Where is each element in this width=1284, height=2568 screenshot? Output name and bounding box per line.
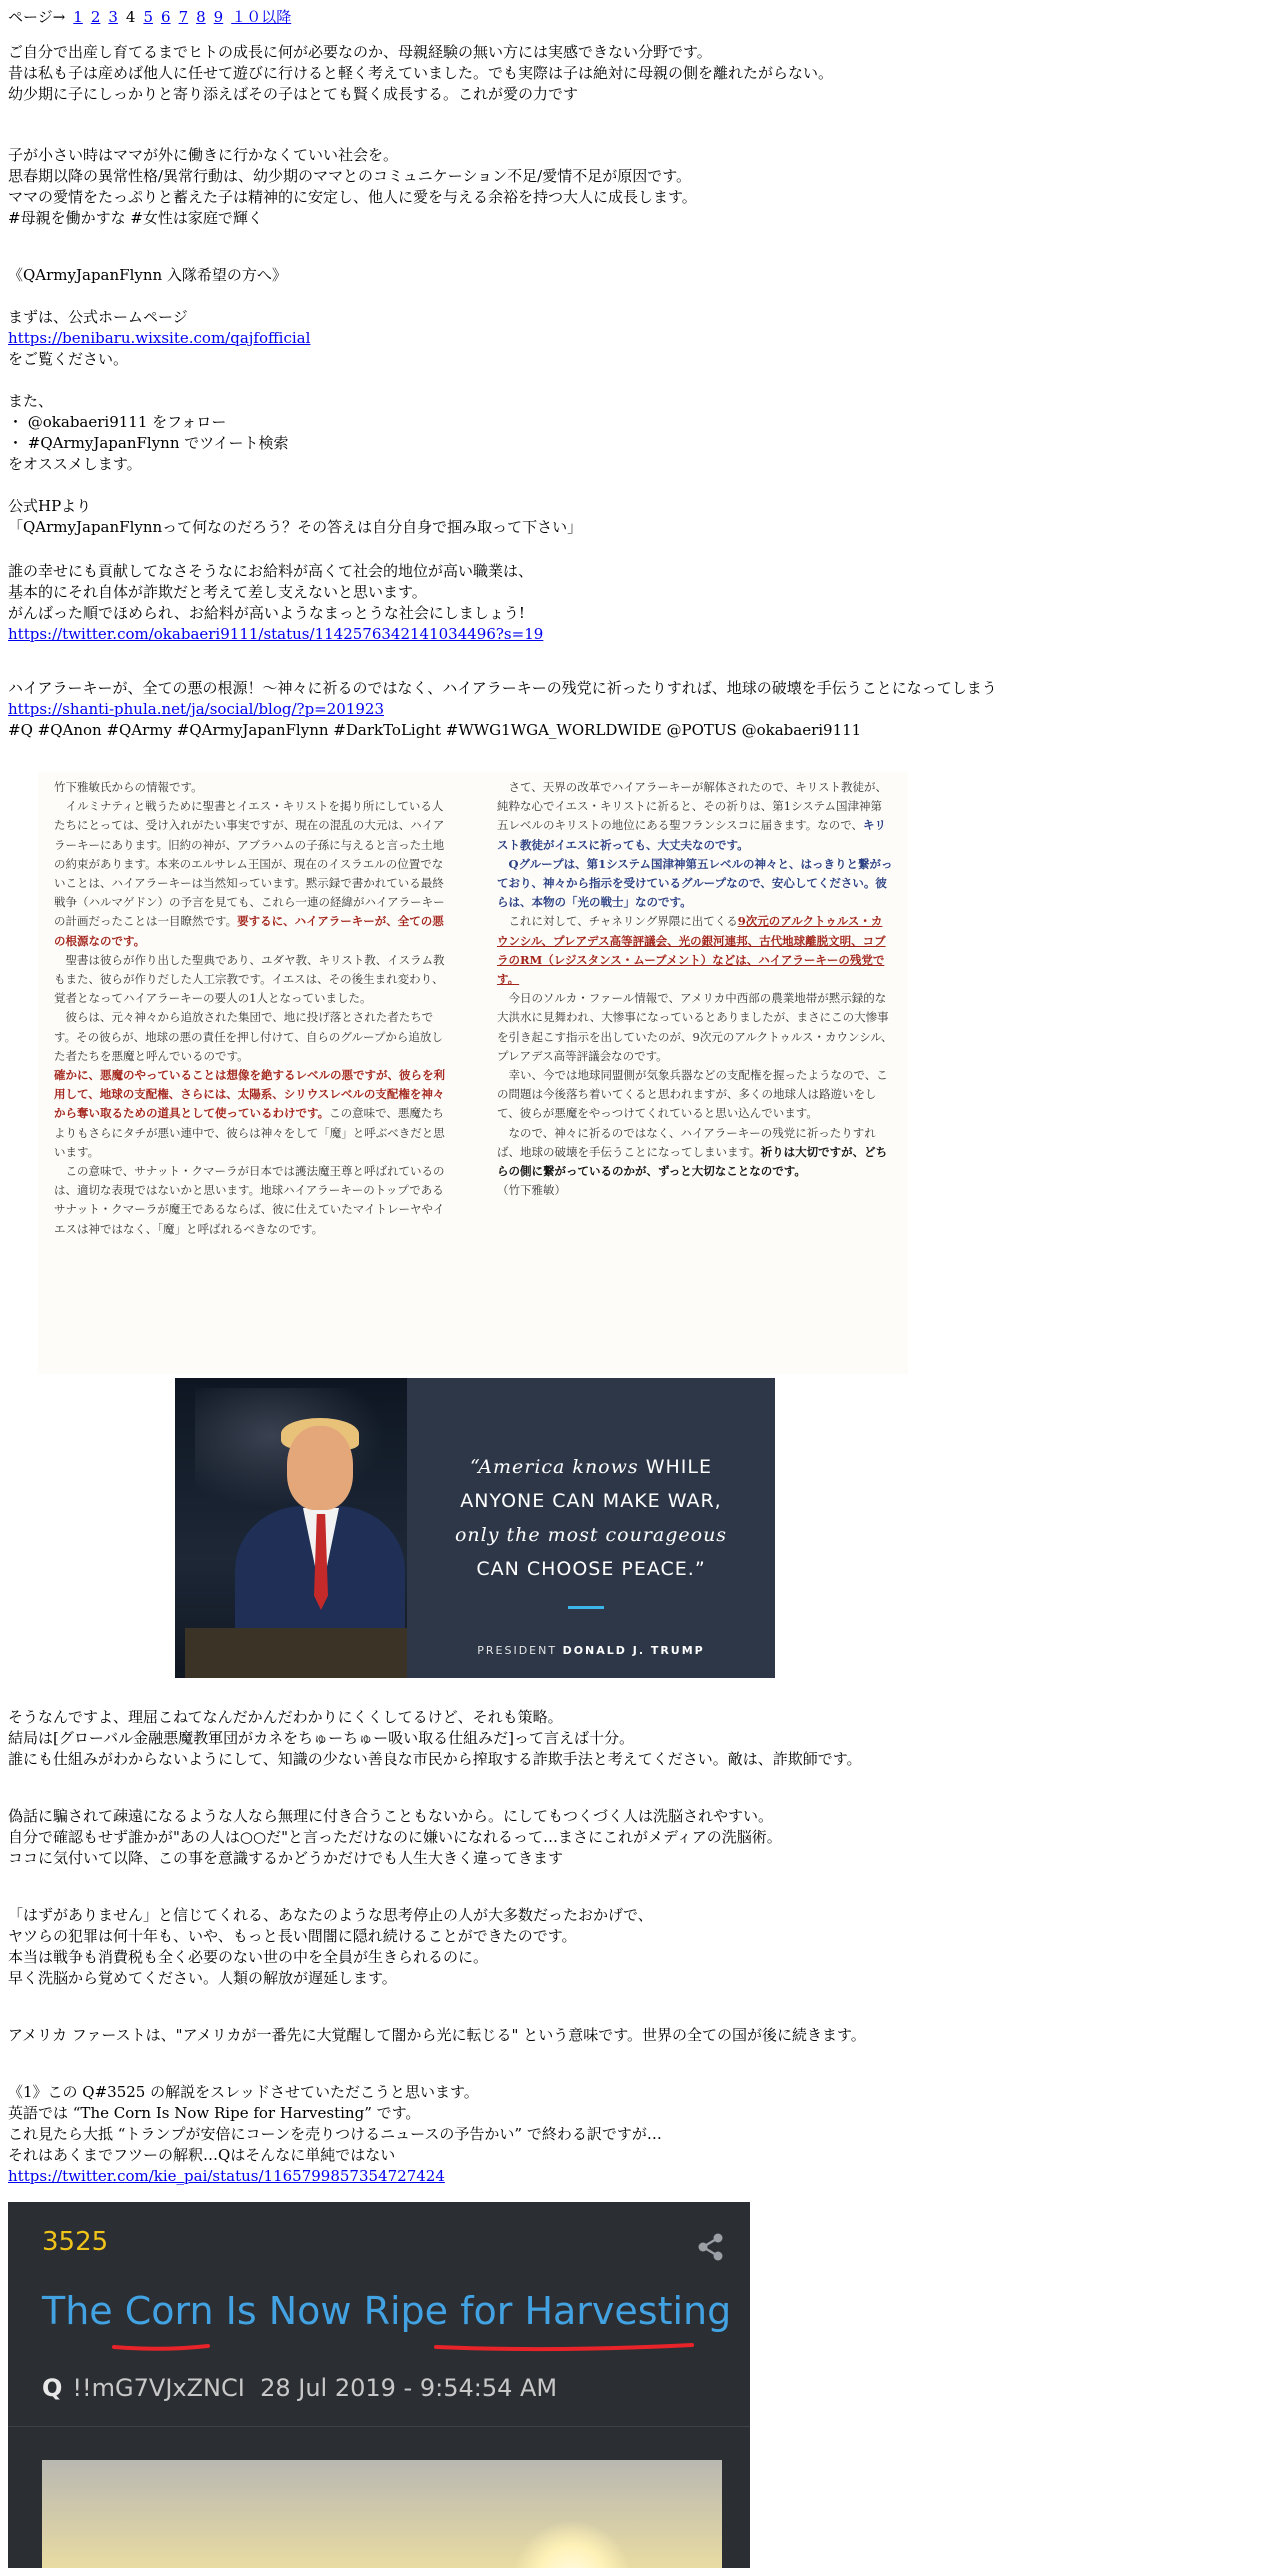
text-line: 《1》この Q#3525 の解説をスレッドさせていただこうと思います。	[8, 2083, 479, 2101]
quote-line: “America knows	[470, 1456, 639, 1478]
speaker-photo	[175, 1378, 407, 1678]
text-line: 昔は私も子は産めば他人に任せて遊びに行けると軽く考えていました。でも実際は子は絶対に母親の側を離れたがらない。	[8, 64, 834, 82]
text-line: をご覧ください。	[8, 350, 129, 368]
pagination-label: ページ→	[8, 8, 66, 26]
pagination	[8, 7, 299, 28]
divider	[8, 2426, 750, 2427]
text-line: ママの愛情をたっぷりと蓄えた子は精神的に安定し、他人に愛を与える余裕を持つ大人に成長します。	[8, 188, 697, 206]
page-link-3[interactable]: 3	[108, 8, 118, 26]
scan-text: （竹下雅敏）	[497, 1183, 566, 1198]
quote-signature	[407, 1640, 775, 1661]
scan-text: これに対して、チャネリング界隈に出てくる	[508, 914, 738, 929]
text-line: また、	[8, 392, 54, 410]
paragraph-motherhood	[8, 42, 1268, 105]
page-link-7[interactable]: 7	[178, 8, 189, 26]
text-line: ココに気付いて以降、この事を意識するかどうかだけでも人生大きく違ってきます	[8, 1849, 564, 1867]
scan-left-column	[54, 778, 450, 1239]
text-line: それはあくまでフツーの解釈…Qはそんなに単純ではない	[8, 2146, 396, 2164]
scan-right-column	[497, 778, 893, 1200]
scan-text: Qグループは、第1システム国津神第五レベルの神々と、はっきりと繋がっており、神々から指示を受けているグループなので、安心してください。彼らは、本物の「光の戦士」なのです。	[497, 856, 893, 910]
paragraph-awaken	[8, 1905, 1268, 1989]
page-current: 4	[125, 8, 136, 26]
text-line: ・ @okabaeri9111 をフォロー	[8, 413, 227, 431]
red-underline-mark	[112, 2342, 210, 2352]
paragraph-salary	[8, 561, 1268, 645]
red-underline-mark	[434, 2340, 694, 2354]
scan-paragraph	[497, 989, 893, 1066]
text-line: 誰の幸せにも貢献してなさそうなにお給料が高くて社会的地位が高い職業は、	[8, 562, 534, 580]
page-link-1[interactable]: 1	[73, 8, 83, 26]
quote-divider	[568, 1606, 604, 1609]
hashtag-line: #母親を働かすな #女性は家庭で輝く	[8, 209, 263, 227]
hashtag-line: #Q #QAnon #QArmy #QArmyJapanFlynn #DarkToLight #WWG1WGA_WORLDWIDE @POTUS @okabaeri9111	[8, 721, 862, 739]
scan-text: イルミナティと戦うために聖書とイエス・キリストを掲り所にしている人たちにとっては、受け入れがたい事実ですが、現在の混乱の大元は、ハイアラーキーにあります。旧約の神が、アブラハムの子孫に与えると言った土地の約束があります。本来のエルサレム王国が、現在のイスラエルの位置でないことは、ハイアラーキーは当然知っています。黙示録で書かれている最終戦争（ハルマゲドン）の予言を見ても、これら一連の経緯がハイアラーキーの計画だったことは一目瞭然です。	[54, 799, 445, 929]
scan-paragraph	[497, 1066, 893, 1124]
text-line: 基本的にそれ自体が詐欺だと考えて差し支えないと思います。	[8, 583, 427, 601]
q-post-trip: !!mG7VJxZNCI	[72, 2374, 245, 2402]
text-line: ご自分で出産し育てるまでヒトの成長に何が必要なのか、母親経験の無い方には実感できない分野です。	[8, 43, 712, 61]
q-post-author: Q	[42, 2374, 63, 2402]
page-link-5[interactable]: 5	[143, 8, 154, 26]
scan-paragraph	[497, 912, 893, 989]
scan-text: この意味で、悪魔たちよりもさらにタチが悪い連中で、彼らは神々をして「魔」と呼ぶべきだと思います。	[54, 1106, 445, 1159]
text-line: ヤツらの犯罪は何十年も、いや、もっと長い間闇に隠れ続けることができたのです。	[8, 1927, 577, 1945]
text-line: 「QArmyJapanFlynnって何なのだろう？その答えは自分自身で掴み取って下さい」	[8, 518, 583, 536]
quote-text	[407, 1450, 775, 1586]
scan-paragraph	[54, 951, 450, 1009]
trump-quote-banner	[175, 1378, 775, 1678]
text-line: ハイアラーキーが、全ての悪の根源！～神々に祈るのではなく、ハイアラーキーの残党に祈ったりすれば、地球の破壊を手伝うことになってしまう	[8, 679, 997, 697]
scan-paragraph	[497, 1181, 893, 1200]
page-link-9[interactable]: 9	[213, 8, 224, 26]
text-line: 偽話に騙されて疎遠になるような人なら無理に付き合うこともないから。にしてもつくづく人は洗脳されやすい。	[8, 1807, 774, 1825]
scan-paragraph	[497, 855, 893, 913]
text-line: 結局は[グローバル金融悪魔教軍団がカネをちゅーちゅー吸い取る仕組みだ]って言えば十分。	[8, 1729, 634, 1747]
scan-text: この意味で、サナット・クマーラが日本では護法魔王尊と呼ばれているのは、適切な表現ではないかと思います。地球ハイアラーキーのトップであるサナット・クマーラが魔王であるならば、彼に仕えていたマイトレーヤやイエスは神ではなく、「魔」と呼ばれるべきなのです。	[54, 1164, 445, 1236]
scan-paragraph	[54, 1066, 450, 1162]
scan-paragraph	[54, 797, 450, 951]
page-link-8[interactable]: 8	[196, 8, 206, 26]
sunset-image	[42, 2460, 722, 2568]
scan-paragraph	[54, 1162, 450, 1239]
text-line: をオススメします。	[8, 455, 142, 473]
q-post-meta	[42, 2374, 558, 2402]
blog-link[interactable]: https://shanti-phula.net/ja/social/blog/?p=201923	[8, 700, 385, 718]
text-line: 英語では “The Corn Is Now Ripe for Harvesting” です。	[8, 2104, 421, 2122]
scan-paragraph	[54, 1008, 450, 1066]
text-line: ・ #QArmyJapanFlynn でツイート検索	[8, 434, 289, 452]
text-line: 自分で確認もせず誰かが"あの人は○○だ"と言っただけなのに嫌いになれるって…まさにこれがメディアの洗脳術。	[8, 1828, 782, 1846]
scan-paragraph	[497, 778, 893, 855]
text-line: 誰にも仕組みがわからないようにして、知識の少ない善良な市民から搾取する詐欺手法と考えてください。敵は、詐欺師です。	[8, 1750, 862, 1768]
paragraph-recruit	[8, 265, 1268, 538]
scan-text: 今日のソルカ・ファール情報で、アメリカ中西部の農業地帯が黙示録的な大洪水に見舞われ、大惨事になっているとありましたが、まさにこの大惨事を引き起こす指示を出していたのが、9次元のアルクトゥルス・カウンシル、プレアデス高等評議会なのです。	[497, 991, 893, 1063]
text-line: 公式HPより	[8, 497, 92, 515]
signature-name: DONALD J. TRUMP	[562, 1644, 705, 1657]
text-line: 幼少期に子にしっかりと寄り添えばその子はとても賢く成長する。これが愛の力です	[8, 85, 579, 103]
paragraph-brainwash	[8, 1806, 1268, 1869]
q-post-card	[8, 2202, 750, 2568]
paragraph-america-first	[8, 2025, 1268, 2046]
scan-text: キリスト教徒がイエスに祈っても、大丈夫なのです。	[497, 818, 886, 852]
text-line: これ見たら大抵 “トランプが安倍にコーンを売りつけるニュースの予告かい” で終わる訳ですが…	[8, 2125, 662, 2143]
q-post-number: 3525	[42, 2227, 109, 2257]
text-line: 早く洗脳から覚めてください。人類の解放が遅延します。	[8, 1969, 397, 1987]
quote-line: CAN CHOOSE PEACE.”	[476, 1558, 706, 1580]
scan-text: なので、神々に祈るのではなく、ハイアラーキーの残党に祈ったりすれば、地球の破壊を手伝うことになってしまいます。	[497, 1125, 876, 1159]
text-line: 「はずがありません」と信じてくれる、あなたのような思考停止の人が大多数だったおかげで、	[8, 1906, 653, 1924]
text-line: 子が小さい時はママが外に働きに行かなくていい社会を。	[8, 146, 399, 164]
scan-text: 祈りは大切ですが、どちらの側に繋がっているのかが、ずっと大切なことなのです。	[497, 1144, 888, 1179]
scan-text: 竹下雅敏氏からの情報です。	[54, 780, 203, 794]
share-icon[interactable]	[696, 2232, 726, 2262]
page-link-2[interactable]: 2	[90, 8, 101, 26]
text-line: がんばった順でほめられ、お給料が高いようなまっとうな社会にしましょう!	[8, 604, 525, 622]
scan-text: 9次元のアルクトゥルス・カウンシル、プレアデス高等評議会、光の銀河連邦、古代地球離脱文明、コブラのRM（レジスタンス・ムーブメント）などは、ハイアラーキーの残党です。	[497, 914, 886, 987]
paragraph-hierarchy	[8, 678, 1268, 741]
section-title: 《QArmyJapanFlynn 入隊希望の方へ》	[8, 266, 287, 284]
quote-line: only the most courageous	[454, 1524, 728, 1546]
paragraph-strategy	[8, 1707, 1268, 1770]
text-line: そうなんですよ、理屈こねてなんだかんだわかりにくくしてるけど、それも策略。	[8, 1708, 563, 1726]
signature-prefix: PRESIDENT	[477, 1644, 558, 1657]
scan-text: 聖書は彼らが作り出した聖典であり、ユダヤ教、キリスト教、イスラム教もまた、彼らが作りだした人工宗教です。イエスは、その後生まれ変わり、覚者となってハイアラーキーの要人の1人となっていました。	[54, 952, 445, 1006]
scan-text: 幸い、今では地球同盟側が気象兵器などの支配権を握ったようなので、この問題は今後落ち着いてくると思われますが、多くの地球人は路遊いをして、彼らが悪魔をやっつけてくれていると思い込んでいます。	[497, 1068, 888, 1121]
quote-line: ANYONE CAN MAKE WAR,	[460, 1490, 722, 1512]
page-link-6[interactable]: 6	[161, 8, 171, 26]
q-post-date: 28 Jul 2019 - 9:54:54 AM	[260, 2374, 558, 2402]
quote-line: WHILE	[645, 1456, 712, 1478]
paragraph-society	[8, 145, 1268, 229]
q-post-title: The Corn Is Now Ripe for Harvesting	[42, 2289, 732, 2333]
scan-paragraph	[54, 778, 450, 797]
scan-text: 確かに、悪魔のやっていることは想像を絶するレベルの悪ですが、彼らを利用して、地球の支配権、さらには、太陽系、シリウスレベルの支配権を神々から奪い取るための道具として使っているわけです。	[54, 1068, 445, 1121]
text-line: アメリカ ファーストは、"アメリカが一番先に大覚醒して闇から光に転じる" という意味です。世界の全ての国が後に続きます。	[8, 2026, 866, 2044]
paragraph-q3525	[8, 2082, 1268, 2187]
official-site-link[interactable]: https://benibaru.wixsite.com/qajfofficial	[8, 329, 311, 347]
article-scan-image	[38, 772, 908, 1374]
text-line: 本当は戦争も消費税も全く必要のない世の中を全員が生きられるのに。	[8, 1948, 489, 1966]
text-line: まずは、公式ホームページ	[8, 308, 188, 326]
page-link-10-plus[interactable]: １０以降	[231, 8, 292, 26]
text-line: 思春期以降の異常性格/異常行動は、幼少期のママとのコミュニケーション不足/愛情不足が原因です。	[8, 167, 692, 185]
kie-tweet-link[interactable]: https://twitter.com/kie_pai/status/1165799857354727424	[8, 2167, 445, 2185]
scan-text: さて、天界の改革でハイアラーキーが解体されたので、キリスト教徒が、純粋な心でイエス・キリストに祈ると、その祈りは、第1システム国津神第五レベルのキリストの地位にある聖フランシスコに届きます。なので、	[497, 780, 887, 833]
scan-text: 要するに、ハイアラーキーが、全ての悪の根源なのです。	[54, 914, 444, 948]
scan-paragraph	[497, 1124, 893, 1182]
scan-text: 彼らは、元々神々から追放された集団で、地に投げ落とされた者たちです。その彼らが、地球の悪の責任を押し付けて、自らのグループから追放した者たちを悪魔と呼んでいるのです。	[54, 1010, 443, 1063]
tweet-link[interactable]: https://twitter.com/okabaeri9111/status/1142576342141034496?s=19	[8, 625, 544, 643]
